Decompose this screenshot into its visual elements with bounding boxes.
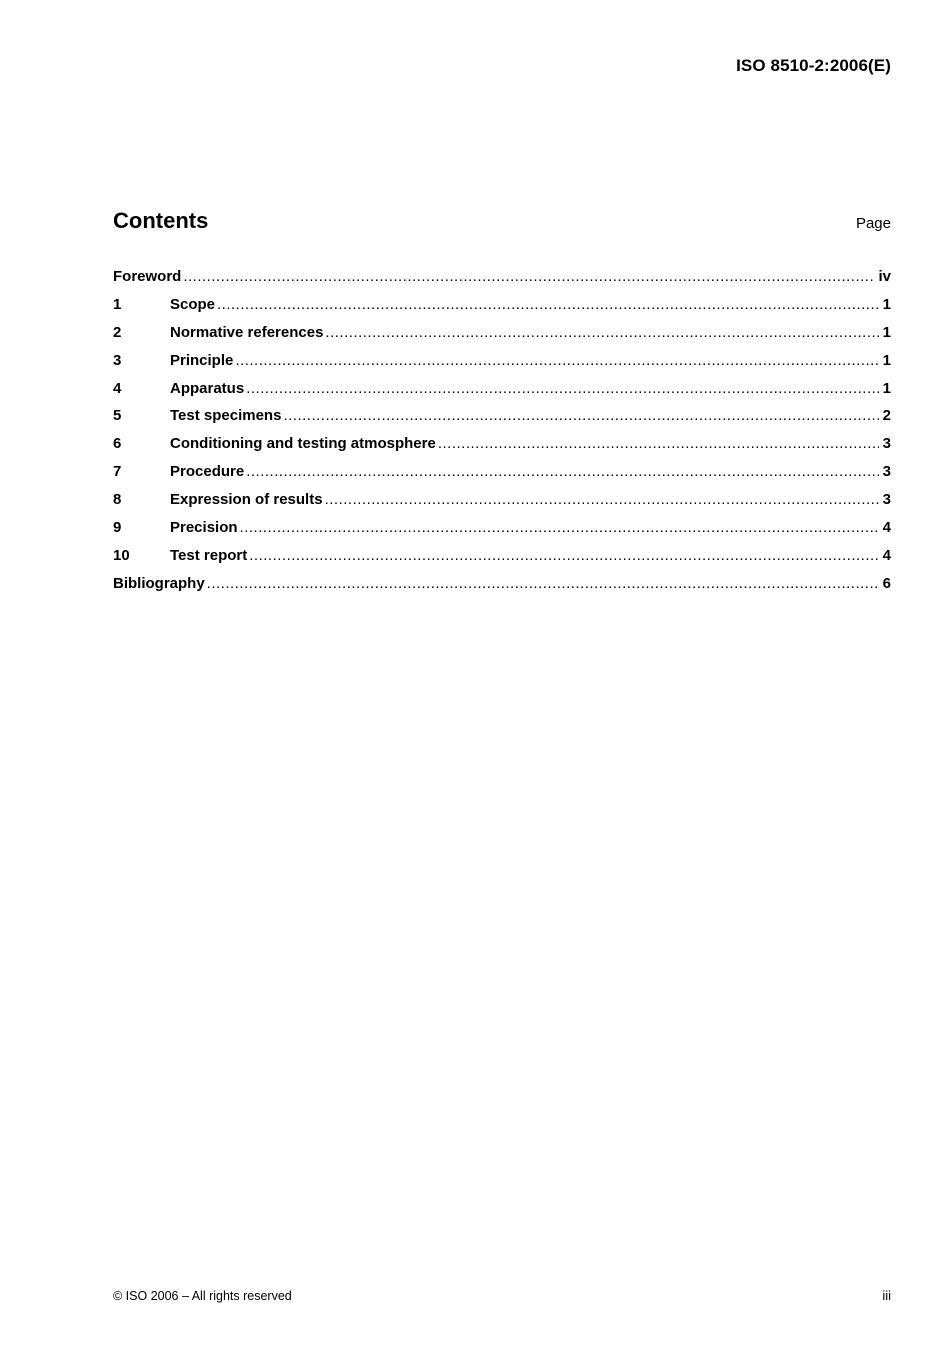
toc-entry-page: 1	[882, 351, 891, 369]
toc-dot-leader	[207, 575, 879, 592]
toc-entry-bibliography[interactable]	[113, 575, 891, 603]
toc-dot-leader	[246, 380, 878, 397]
toc-entry-expression-of-results[interactable]	[113, 491, 891, 519]
toc-entry-title: Foreword	[113, 268, 182, 285]
contents-title: Contents	[113, 208, 209, 233]
toc-dot-leader	[217, 296, 879, 313]
toc-entry-title: Apparatus	[170, 379, 245, 397]
toc-dot-leader	[235, 352, 878, 369]
page-column-label: Page	[855, 215, 891, 232]
toc-dot-leader	[325, 324, 878, 341]
toc-entry-page: iv	[878, 268, 891, 285]
toc-entry-scope[interactable]	[113, 296, 891, 324]
toc-entry-title: Precision	[170, 519, 238, 537]
toc-entry-principle[interactable]	[113, 352, 891, 380]
toc-dot-leader	[183, 268, 874, 285]
toc-entry-precision[interactable]	[113, 519, 891, 547]
toc-entry-number: 2	[113, 323, 122, 341]
toc-entry-procedure[interactable]	[113, 463, 891, 491]
toc-entry-title: Procedure	[170, 463, 245, 481]
toc-dot-leader	[325, 491, 879, 508]
toc-entry-number: 9	[113, 519, 122, 537]
toc-entry-number: 1	[113, 295, 122, 313]
document-id: ISO 8510-2:2006(E)	[736, 56, 891, 75]
contents-header	[113, 208, 891, 238]
toc-dot-leader	[438, 435, 879, 452]
toc-entry-apparatus[interactable]	[113, 380, 891, 408]
toc-entry-page: 4	[882, 546, 891, 564]
toc-entry-title: Test report	[170, 546, 248, 564]
toc-entry-page: 2	[882, 407, 891, 425]
toc-entry-number: 5	[113, 407, 122, 425]
footer-copyright: © ISO 2006 – All rights reserved	[113, 1289, 292, 1303]
toc-entry-test-report[interactable]	[113, 547, 891, 575]
toc-entry-page: 6	[882, 574, 891, 592]
toc-dot-leader	[283, 407, 878, 424]
toc-entry-page: 3	[882, 435, 891, 453]
toc-entry-page: 1	[882, 323, 891, 341]
toc-entry-foreword[interactable]	[113, 268, 891, 296]
toc-entry-number: 3	[113, 351, 122, 369]
toc-entry-title: Normative references	[170, 323, 324, 341]
table-of-contents	[113, 268, 891, 603]
toc-entry-page: 3	[882, 463, 891, 481]
toc-entry-number: 6	[113, 435, 122, 453]
toc-entry-page: 4	[882, 519, 891, 537]
toc-entry-title: Conditioning and testing atmosphere	[170, 435, 436, 453]
toc-entry-title: Principle	[170, 351, 234, 369]
toc-entry-number: 8	[113, 491, 122, 509]
toc-entry-page: 1	[882, 379, 891, 397]
toc-entry-number: 4	[113, 379, 122, 397]
toc-dot-leader	[240, 519, 879, 536]
toc-entry-page: 1	[882, 295, 891, 313]
toc-entry-test-specimens[interactable]	[113, 407, 891, 435]
toc-entry-conditioning[interactable]	[113, 435, 891, 463]
toc-entry-page: 3	[882, 491, 891, 509]
toc-dot-leader	[249, 547, 878, 564]
toc-entry-number: 10	[113, 546, 130, 564]
toc-dot-leader	[246, 463, 878, 480]
toc-entry-title: Test specimens	[170, 407, 282, 425]
toc-entry-number: 7	[113, 463, 122, 481]
footer-page-number: iii	[882, 1288, 891, 1303]
toc-entry-normative-references[interactable]	[113, 324, 891, 352]
toc-entry-title: Scope	[170, 295, 216, 313]
toc-entry-title: Expression of results	[170, 491, 323, 509]
toc-entry-title: Bibliography	[113, 574, 205, 592]
